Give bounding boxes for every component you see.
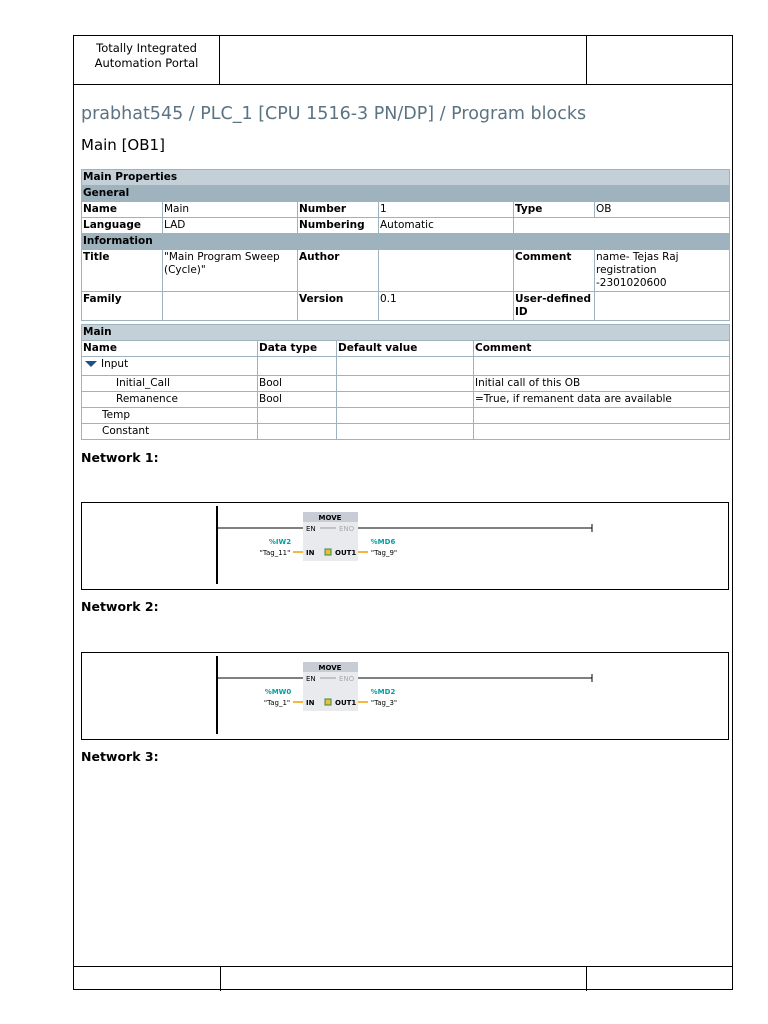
interface-row-name: Input bbox=[101, 358, 129, 370]
name-label: Name bbox=[82, 202, 163, 218]
general-band-row bbox=[82, 186, 730, 202]
app-name: Totally Integrated Automation Portal bbox=[74, 36, 220, 84]
interface-comment bbox=[474, 357, 730, 376]
general-band: General bbox=[82, 186, 730, 202]
interface-default bbox=[337, 357, 474, 376]
numbering-value: Automatic bbox=[379, 218, 514, 234]
interface-row-name: Remanence bbox=[82, 392, 258, 408]
expand-triangle-icon[interactable] bbox=[85, 361, 97, 367]
network-1-label: Network 1: bbox=[81, 450, 159, 465]
interface-type bbox=[258, 357, 337, 376]
column-header: Default value bbox=[337, 341, 474, 357]
table-row bbox=[82, 202, 730, 218]
title-value: "Main Program Sweep (Cycle)" bbox=[163, 250, 298, 292]
interface-comment: =True, if remanent data are available bbox=[474, 392, 730, 408]
interface-row-name: Initial_Call bbox=[82, 376, 258, 392]
out-pin: OUT1 bbox=[335, 549, 357, 557]
interface-section-row bbox=[82, 325, 730, 341]
family-label: Family bbox=[82, 292, 163, 321]
move-block-title: MOVE bbox=[318, 664, 342, 672]
interface-type bbox=[258, 424, 337, 440]
out-tag: "Tag_3" bbox=[370, 699, 398, 707]
network-2-label: Network 2: bbox=[81, 599, 159, 614]
interface-default bbox=[337, 424, 474, 440]
column-header: Comment bbox=[474, 341, 730, 357]
interface-row-name: Temp bbox=[82, 408, 258, 424]
out-pin: OUT1 bbox=[335, 699, 357, 707]
page-header bbox=[74, 36, 732, 85]
table-row bbox=[82, 357, 730, 376]
name-value: Main bbox=[163, 202, 298, 218]
out-address: %MD6 bbox=[370, 538, 396, 546]
interface-comment: Initial call of this OB bbox=[474, 376, 730, 392]
type-label: Type bbox=[514, 202, 595, 218]
number-label: Number bbox=[298, 202, 379, 218]
in-address: %MW0 bbox=[264, 688, 292, 696]
eno-pin: ENO bbox=[339, 525, 355, 533]
in-pin: IN bbox=[306, 549, 315, 557]
family-value bbox=[163, 292, 298, 321]
interface-section-title: Main bbox=[82, 325, 730, 341]
interface-type: Bool bbox=[258, 392, 337, 408]
interface-default bbox=[337, 392, 474, 408]
properties-section-title: Main Properties bbox=[82, 170, 730, 186]
information-band-row bbox=[82, 234, 730, 250]
empty-cell bbox=[514, 218, 730, 234]
table-row bbox=[82, 218, 730, 234]
table-row bbox=[82, 424, 730, 440]
information-band: Information bbox=[82, 234, 730, 250]
version-value: 0.1 bbox=[379, 292, 514, 321]
number-value: 1 bbox=[379, 202, 514, 218]
comment-value: name- Tejas Raj registration -2301020600 bbox=[595, 250, 730, 292]
properties-section-row bbox=[82, 170, 730, 186]
interface-type bbox=[258, 408, 337, 424]
user-id-label: User-defined ID bbox=[514, 292, 595, 321]
user-id-value bbox=[595, 292, 730, 321]
en-pin: EN bbox=[306, 675, 316, 683]
in-pin: IN bbox=[306, 699, 315, 707]
interface-row-name: Constant bbox=[82, 424, 258, 440]
author-label: Author bbox=[298, 250, 379, 292]
language-value: LAD bbox=[163, 218, 298, 234]
out-pin-icon bbox=[325, 699, 331, 705]
network-1-ladder bbox=[81, 502, 729, 590]
interface-default bbox=[337, 408, 474, 424]
in-tag: "Tag_11" bbox=[259, 549, 291, 557]
table-row bbox=[82, 392, 730, 408]
out-tag: "Tag_9" bbox=[370, 549, 398, 557]
en-pin: EN bbox=[306, 525, 316, 533]
in-address: %IW2 bbox=[268, 538, 292, 546]
language-label: Language bbox=[82, 218, 163, 234]
project-path-title: prabhat545 / PLC_1 [CPU 1516-3 PN/DP] / Program blocks bbox=[81, 104, 587, 124]
out-address: %MD2 bbox=[370, 688, 396, 696]
in-tag: "Tag_1" bbox=[263, 699, 291, 707]
eno-pin: ENO bbox=[339, 675, 355, 683]
column-header: Data type bbox=[258, 341, 337, 357]
table-row bbox=[82, 250, 730, 292]
network-3-label: Network 3: bbox=[81, 749, 159, 764]
numbering-label: Numbering bbox=[298, 218, 379, 234]
comment-label: Comment bbox=[514, 250, 595, 292]
version-label: Version bbox=[298, 292, 379, 321]
interface-comment bbox=[474, 424, 730, 440]
table-row bbox=[82, 408, 730, 424]
table-row bbox=[82, 376, 730, 392]
author-value bbox=[379, 250, 514, 292]
type-value: OB bbox=[595, 202, 730, 218]
table-row bbox=[82, 292, 730, 321]
header-divider bbox=[586, 36, 587, 84]
network-2-ladder bbox=[81, 652, 729, 740]
interface-type: Bool bbox=[258, 376, 337, 392]
document-page bbox=[73, 35, 733, 990]
footer-divider bbox=[586, 967, 587, 991]
interface-header-row bbox=[82, 341, 730, 357]
page-footer bbox=[74, 966, 732, 991]
interface-table bbox=[81, 324, 730, 440]
interface-name-cell bbox=[82, 357, 258, 376]
block-title: Main [OB1] bbox=[81, 136, 165, 154]
out-pin-icon bbox=[325, 549, 331, 555]
footer-divider bbox=[220, 967, 221, 991]
column-header: Name bbox=[82, 341, 258, 357]
interface-comment bbox=[474, 408, 730, 424]
title-label: Title bbox=[82, 250, 163, 292]
interface-default bbox=[337, 376, 474, 392]
properties-table bbox=[81, 169, 730, 321]
move-block-title: MOVE bbox=[318, 514, 342, 522]
